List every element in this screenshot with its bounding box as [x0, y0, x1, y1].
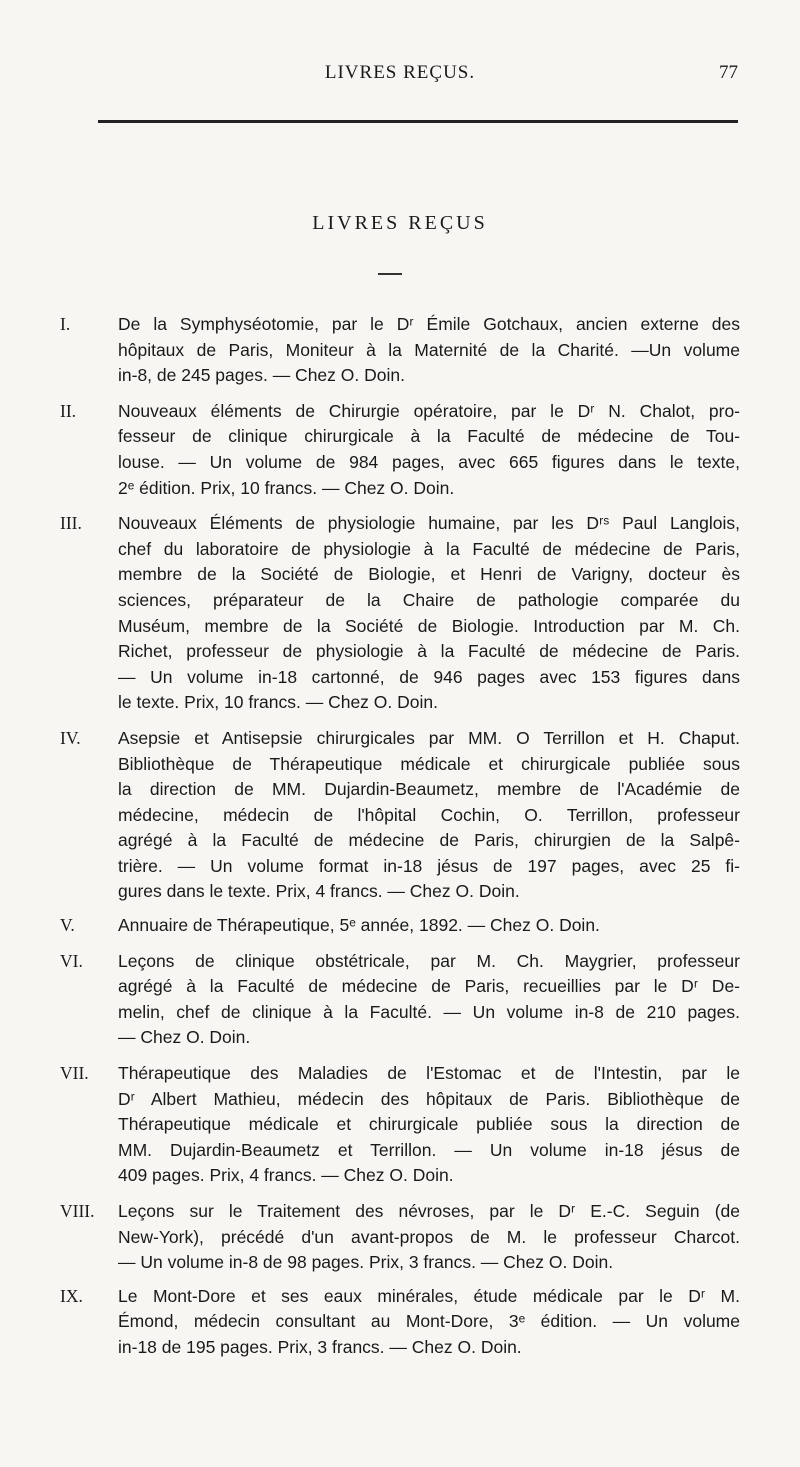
- entry-number: V.: [60, 915, 75, 936]
- list-item: [0, 1284, 800, 1361]
- running-title: LIVRES REÇUS.: [324, 62, 476, 83]
- entry-line: — Chez O. Doin.: [118, 1027, 251, 1048]
- list-item: [0, 1061, 800, 1189]
- entry-number: VII.: [60, 1063, 89, 1084]
- list-item: [0, 399, 800, 501]
- entry-number: VIII.: [60, 1201, 95, 1221]
- entry-line: Dʳ Albert Mathieu, médecin des hôpitaux de Paris. Bibliothèque de: [118, 1088, 740, 1109]
- entry-line: Muséum, membre de la Société de Biologie. Introduction par M. Ch.: [118, 615, 740, 636]
- entry-text: [118, 1199, 740, 1276]
- entry-line: Richet, professeur de physiologie à la Faculté de médecine de Paris.: [118, 641, 740, 662]
- entry-text: [118, 399, 740, 501]
- list-item: [0, 913, 800, 939]
- list-item: [0, 312, 800, 389]
- entry-line: Nouveaux Éléments de physiologie humaine, par les Dʳˢ Paul Langlois,: [118, 513, 740, 534]
- entry-line: gures dans le texte. Prix, 4 francs. — Chez O. Doin.: [118, 881, 520, 902]
- entry-number: I.: [60, 314, 71, 334]
- entry-line: Thérapeutique médicale et chirurgicale publiée sous la direction de: [118, 1114, 740, 1135]
- entry-line: sciences, préparateur de la Chaire de pathologie comparée du: [118, 589, 740, 610]
- entry-line: Asepsie et Antisepsie chirurgicales par MM. O Terrillon et H. Chaput.: [118, 727, 740, 748]
- list-item: [0, 949, 800, 1051]
- entry-line: agrégé à la Faculté de médecine de Paris, chirurgien de la Salpê-: [118, 830, 740, 851]
- entry-line: in-18 de 195 pages. Prix, 3 francs. — Chez O. Doin.: [118, 1336, 522, 1357]
- entry-line: New-York), précédé d'un avant-propos de M. le professeur Charcot.: [118, 1226, 740, 1247]
- running-head: [0, 62, 800, 88]
- entry-line: membre de la Société de Biologie, et Henri de Varigny, docteur ès: [118, 564, 740, 585]
- list-item: [0, 511, 800, 716]
- list-item: [0, 726, 800, 905]
- entry-line: louse. — Un volume de 984 pages, avec 665 figures dans le texte,: [118, 451, 740, 472]
- header-rule: [98, 120, 738, 123]
- entry-line: — Un volume in-8 de 98 pages. Prix, 3 francs. — Chez O. Doin.: [118, 1252, 614, 1273]
- book-list: [0, 312, 800, 1365]
- page-number: 77: [719, 62, 738, 83]
- entry-line: trière. — Un volume format in-18 jésus de 197 pages, avec 25 fi-: [118, 855, 740, 876]
- entry-line: Le Mont-Dore et ses eaux minérales, étude médicale par le Dʳ M.: [118, 1285, 740, 1306]
- entry-line: 2ᵉ édition. Prix, 10 francs. — Chez O. Doin.: [118, 477, 455, 498]
- entry-line: Émond, médecin consultant au Mont-Dore, 3ᵉ édition. — Un volume: [118, 1311, 740, 1332]
- entry-line: médecine, médecin de l'hôpital Cochin, O. Terrillon, professeur: [118, 804, 740, 825]
- entry-text: [118, 726, 740, 905]
- entry-line: hôpitaux de Paris, Moniteur à la Maternité de la Charité. —Un volume: [118, 339, 740, 360]
- entry-number: II.: [60, 400, 77, 421]
- entry-line: Thérapeutique des Maladies de l'Estomac et de l'Intestin, par le: [118, 1063, 740, 1084]
- entry-line: Bibliothèque de Thérapeutique médicale et chirurgicale publiée sous: [118, 753, 740, 774]
- entry-line: Leçons de clinique obstétricale, par M. Ch. Maygrier, professeur: [118, 950, 740, 971]
- entry-line: Leçons sur le Traitement des névroses, par le Dʳ E.-C. Seguin (de: [118, 1201, 740, 1221]
- entry-text: [118, 511, 740, 716]
- entry-line: — Un volume in-18 cartonné, de 946 pages avec 153 figures dans: [118, 666, 740, 687]
- entry-text: [118, 949, 740, 1051]
- entry-line: la direction de MM. Dujardin-Beaumetz, membre de l'Académie de: [118, 779, 740, 800]
- entry-line: Nouveaux éléments de Chirurgie opératoire, par le Dʳ N. Chalot, pro-: [118, 400, 740, 421]
- entry-text: [118, 1284, 740, 1361]
- list-item: [0, 1199, 800, 1276]
- entry-line: in-8, de 245 pages. — Chez O. Doin.: [118, 365, 405, 386]
- entry-line: agrégé à la Faculté de médecine de Paris, recueillies par le Dʳ De-: [118, 976, 740, 997]
- entry-line: melin, chef de clinique à la Faculté. — Un volume in-8 de 210 pages.: [118, 1001, 740, 1022]
- entry-line: MM. Dujardin-Beaumetz et Terrillon. — Un volume in-18 jésus de: [118, 1139, 740, 1160]
- entry-line: 409 pages. Prix, 4 francs. — Chez O. Doin.: [118, 1165, 454, 1186]
- entry-line: le texte. Prix, 10 francs. — Chez O. Doin.: [118, 692, 438, 713]
- entry-number: IX.: [60, 1285, 83, 1306]
- entry-number: VI.: [60, 950, 83, 971]
- title-rule: [378, 273, 402, 275]
- entry-line: fesseur de clinique chirurgicale à la Faculté de médecine de Tou-: [118, 426, 740, 447]
- entry-text: [118, 312, 740, 389]
- entry-number: IV.: [60, 727, 81, 748]
- entry-number: III.: [60, 513, 82, 534]
- entry-text: [118, 1061, 740, 1189]
- entry-line: De la Symphyséotomie, par le Dʳ Émile Gotchaux, ancien externe des: [118, 314, 740, 334]
- section-title: LIVRES REÇUS: [312, 212, 488, 234]
- entry-text: [118, 913, 740, 939]
- entry-line: Annuaire de Thérapeutique, 5ᵉ année, 1892. — Chez O. Doin.: [118, 915, 600, 936]
- entry-line: chef du laboratoire de physiologie à la Faculté de médecine de Paris,: [118, 538, 740, 559]
